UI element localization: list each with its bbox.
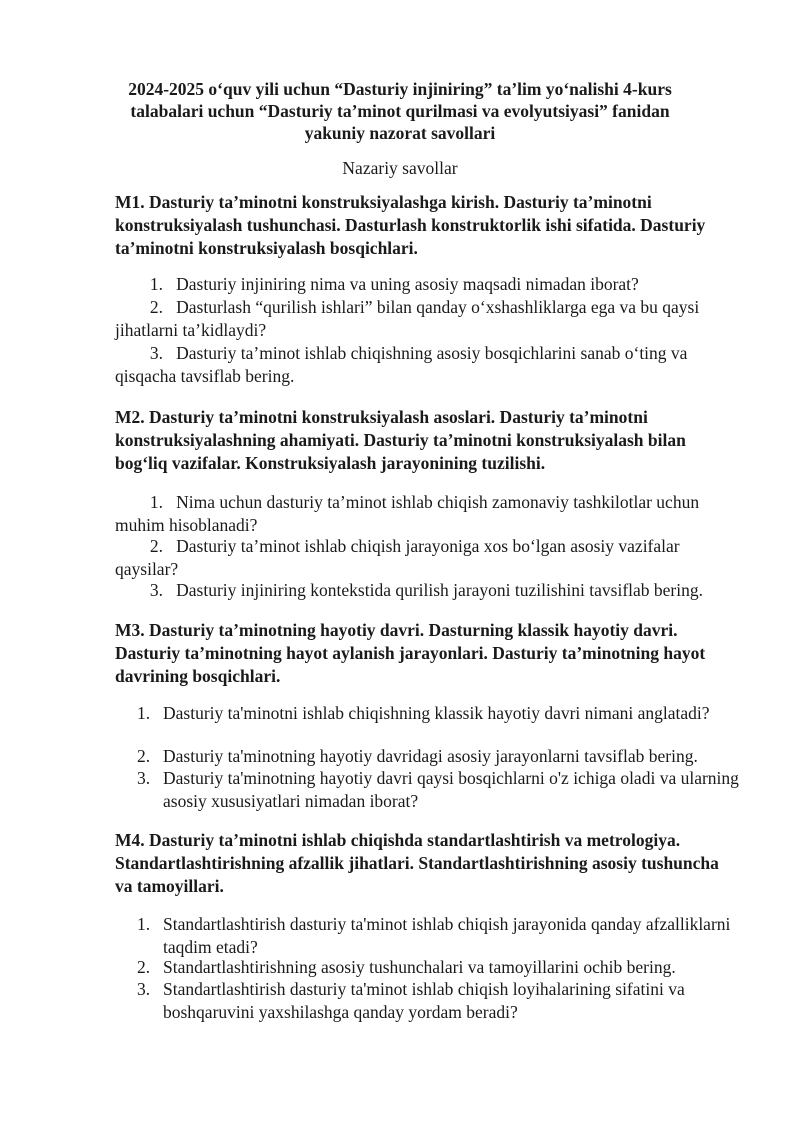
question-text: Dasturiy injiniring nima va uning asosiy maqsadi nimadan iborat?: [176, 274, 639, 294]
question-text: Dasturlash “qurilish ishlari” bilan qanday o‘xshashliklarga ega va bu qaysi jihatlarni ta’kidlaydi?: [115, 297, 700, 340]
question-number: 3.: [137, 768, 151, 788]
question-text: Standartlashtirish dasturiy ta'minot ishlab chiqish loyihalarining sifatini va boshqaruvini yaxshilashga qanday yordam beradi?: [163, 979, 685, 1022]
question-m2-3: [115, 579, 735, 602]
question-number: 3.: [149, 580, 163, 600]
question-number: 3.: [149, 343, 163, 363]
question-m1-1: [115, 273, 735, 296]
question-number: 2.: [137, 746, 151, 766]
question-text: Dasturiy injiniring kontekstida qurilish jarayoni tuzilishini tavsiflab bering.: [176, 580, 703, 600]
question-number: 1.: [149, 274, 163, 294]
question-number: 1.: [149, 492, 163, 512]
question-number: 3.: [137, 979, 151, 999]
question-m2-1: [115, 491, 735, 537]
question-text: Dasturiy ta'minotni ishlab chiqishning klassik hayotiy davri nimani anglatadi?: [163, 703, 710, 723]
section-heading-m2: M2. Dasturiy ta’minotni konstruksiyalash asoslari. Dasturiy ta’minotni konstruksiyalashning ahamiyati. Dasturiy ta’minotni konstruksiyalash bilan bog‘liq vazifalar. Konstruksiyalash jarayonining tuzilishi.: [115, 407, 686, 473]
question-m1-2: [115, 296, 735, 342]
question-m1-3: [115, 342, 735, 388]
question-number: 1.: [137, 914, 151, 934]
section-heading-m3: M3. Dasturiy ta’minotning hayotiy davri. Dasturning klassik hayotiy davri. Dasturiy ta’minotning hayot aylanish jarayonlari. Dasturiy ta’minotning hayot davrining bosqichlari.: [115, 620, 706, 686]
section-heading-m4: M4. Dasturiy ta’minotni ishlab chiqishda standartlashtirish va metrologiya. Standartlashtirishning afzallik jihatlari. Standartlashtirishning asosiy tushuncha va tamoyillari.: [115, 830, 719, 896]
question-text: Dasturiy ta'minotning hayotiy davridagi asosiy jarayonlarni tavsiflab bering.: [163, 746, 698, 766]
document-title: 2024-2025 o‘quv yili uchun “Dasturiy injiniring” ta’lim yo‘nalishi 4-kurs talabalari uchun “Dasturiy ta’minot qurilmasi va evolyutsiyasi” fanidan yakuniy nazorat savollari: [128, 79, 672, 143]
question-number: 2.: [149, 297, 163, 317]
document-subtitle: Nazariy savollar: [342, 158, 458, 178]
question-text: Standartlashtirishning asosiy tushunchalari va tamoyillarini ochib bering.: [163, 957, 676, 977]
question-m2-2: [115, 535, 735, 581]
question-text: Nima uchun dasturiy ta’minot ishlab chiqish zamonaviy tashkilotlar uchun muhim hisoblanadi?: [115, 492, 700, 535]
question-text: Dasturiy ta'minotning hayotiy davri qaysi bosqichlarni o'z ichiga oladi va ularning asosiy xususiyatlari nimadan iborat?: [163, 768, 739, 811]
question-number: 1.: [137, 703, 151, 723]
question-text: Dasturiy ta’minot ishlab chiqishning asosiy bosqichlarini sanab o‘ting va qisqacha tavsiflab bering.: [115, 343, 688, 386]
question-text: Dasturiy ta’minot ishlab chiqish jarayoniga xos bo‘lgan asosiy vazifalar qaysilar?: [115, 536, 680, 579]
section-heading-m1: M1. Dasturiy ta’minotni konstruksiyalashga kirish. Dasturiy ta’minotni konstruksiyalash tushunchasi. Dasturlash konstruktorlik ishi sifatida. Dasturiy ta’minotni konstruksiyalash bosqichlari.: [115, 192, 706, 258]
question-number: 2.: [149, 536, 163, 556]
question-number: 2.: [137, 957, 151, 977]
question-text: Standartlashtirish dasturiy ta'minot ishlab chiqish jarayonida qanday afzalliklarni taqdim etadi?: [163, 914, 731, 957]
